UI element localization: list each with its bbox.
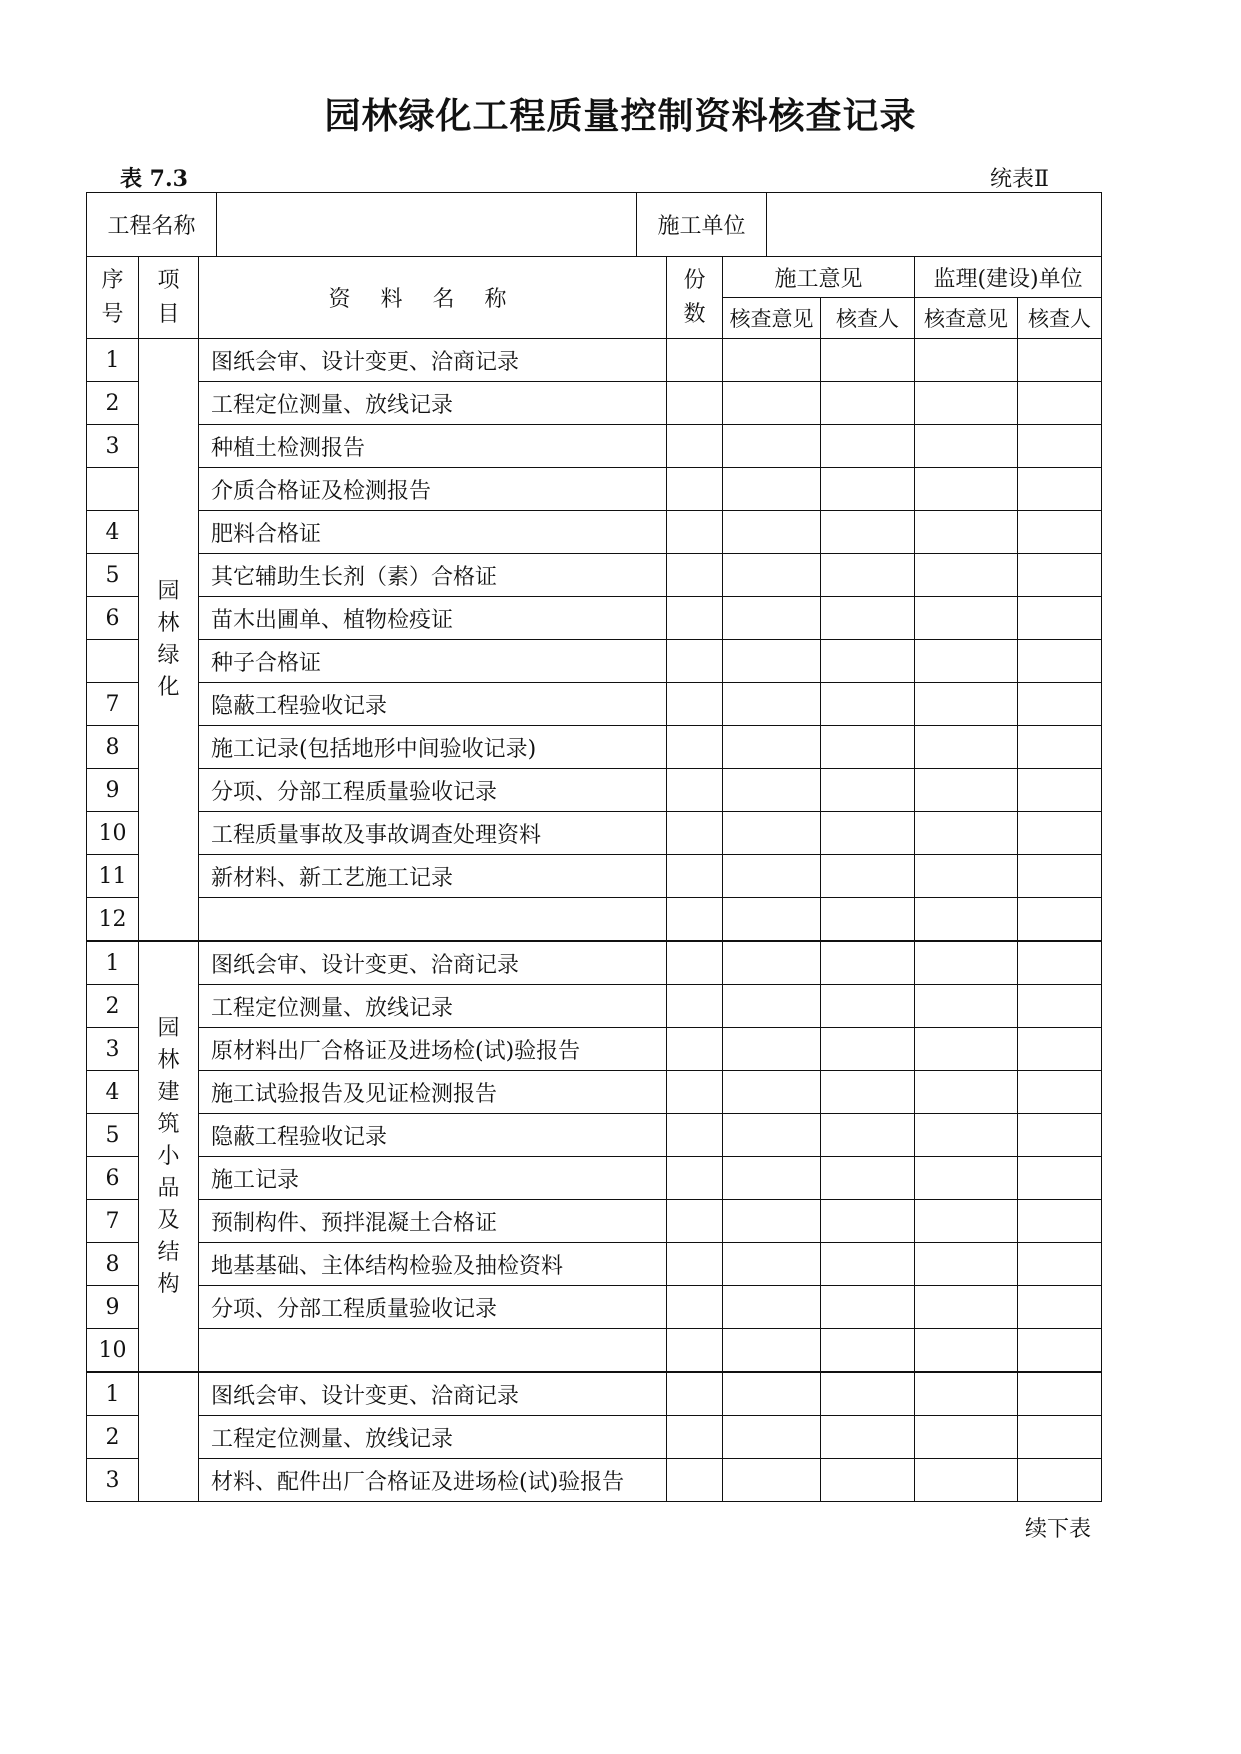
table-row: [87, 1243, 1102, 1286]
row-number: 11: [87, 855, 139, 898]
supervision-checker-cell[interactable]: [1018, 382, 1102, 425]
document-name: 图纸会审、设计变更、洽商记录: [199, 941, 667, 985]
copies-cell[interactable]: [667, 985, 723, 1028]
construction-opinion-cell[interactable]: [723, 769, 821, 812]
row-number: 3: [87, 425, 139, 468]
construction-opinion-cell[interactable]: [723, 425, 821, 468]
item-header: 项 目: [139, 257, 199, 339]
supervision-checker-cell[interactable]: [1018, 1028, 1102, 1071]
table-row: [87, 683, 1102, 726]
row-number: 1: [87, 1372, 139, 1416]
document-name: 肥料合格证: [199, 511, 667, 554]
supervision-checker-cell[interactable]: [1018, 468, 1102, 511]
table-number: 表 7.3: [120, 166, 188, 192]
supervision-opinion-cell[interactable]: [915, 769, 1018, 812]
construction-opinion-cell[interactable]: [723, 726, 821, 769]
document-name: 隐蔽工程验收记录: [199, 683, 667, 726]
row-number: [87, 640, 139, 683]
copies-cell[interactable]: [667, 683, 723, 726]
copies-cell[interactable]: [667, 812, 723, 855]
table-row: [87, 1028, 1102, 1071]
section-category: [139, 1372, 199, 1502]
supervision-checker-cell[interactable]: [1018, 1329, 1102, 1373]
document-name: 施工记录: [199, 1157, 667, 1200]
supervision-checker-cell[interactable]: [1018, 1071, 1102, 1114]
copies-cell[interactable]: [667, 1372, 723, 1416]
table-row: [87, 898, 1102, 942]
construction-checker-cell[interactable]: [821, 985, 915, 1028]
supervision-checker-cell[interactable]: [1018, 683, 1102, 726]
construction-opinion-cell[interactable]: [723, 468, 821, 511]
construction-opinion-cell[interactable]: [723, 985, 821, 1028]
construction-opinion-cell[interactable]: [723, 1157, 821, 1200]
supervision-checker-cell[interactable]: [1018, 1416, 1102, 1459]
supervision-checker-cell[interactable]: [1018, 554, 1102, 597]
section-category: 园 林 绿 化: [139, 339, 199, 942]
table-row: [87, 1329, 1102, 1373]
construction-opinion-cell[interactable]: [723, 1416, 821, 1459]
row-number: 5: [87, 554, 139, 597]
checklist-table: [86, 256, 1102, 1502]
construction-opinion-cell[interactable]: [723, 1071, 821, 1114]
supervision-opinion-cell[interactable]: [915, 1459, 1018, 1502]
construction-opinion-cell[interactable]: [723, 597, 821, 640]
supervision-opinion-cell[interactable]: [915, 554, 1018, 597]
row-number: 6: [87, 1157, 139, 1200]
row-number: 3: [87, 1028, 139, 1071]
construction-checker-cell[interactable]: [821, 511, 915, 554]
construction-checker-cell[interactable]: [821, 1372, 915, 1416]
copies-cell[interactable]: [667, 511, 723, 554]
supervision-opinion-cell[interactable]: [915, 1071, 1018, 1114]
supervision-opinion-cell[interactable]: [915, 339, 1018, 382]
construction-checker-cell[interactable]: [821, 1071, 915, 1114]
copies-cell[interactable]: [667, 855, 723, 898]
document-name: 介质合格证及检测报告: [199, 468, 667, 511]
copies-cell[interactable]: [667, 769, 723, 812]
supervision-opinion-cell[interactable]: [915, 1416, 1018, 1459]
copies-cell[interactable]: [667, 1071, 723, 1114]
copies-cell[interactable]: [667, 1157, 723, 1200]
document-name: 工程定位测量、放线记录: [199, 382, 667, 425]
table-row: [87, 1416, 1102, 1459]
supervision-opinion-cell[interactable]: [915, 1157, 1018, 1200]
supervision-checker-cell[interactable]: [1018, 726, 1102, 769]
supervision-opinion-cell[interactable]: [915, 425, 1018, 468]
construction-checker-cell[interactable]: [821, 1459, 915, 1502]
supervision-checker-cell[interactable]: [1018, 1286, 1102, 1329]
construction-opinion-cell[interactable]: [723, 1200, 821, 1243]
supervision-opinion-cell[interactable]: [915, 597, 1018, 640]
supervision-unit-header: 监理(建设)单位: [915, 257, 1102, 298]
section-category: 园 林 建 筑 小 品 及 结 构: [139, 941, 199, 1372]
row-number: 7: [87, 683, 139, 726]
table-row: [87, 1200, 1102, 1243]
construction-checker-cell[interactable]: [821, 1243, 915, 1286]
supervision-opinion-cell[interactable]: [915, 726, 1018, 769]
row-number: [87, 468, 139, 511]
construction-checker-cell[interactable]: [821, 769, 915, 812]
construction-opinion-cell[interactable]: [723, 1114, 821, 1157]
copies-cell[interactable]: [667, 1286, 723, 1329]
copies-cell[interactable]: [667, 339, 723, 382]
row-number: 9: [87, 1286, 139, 1329]
supervision-check-opinion-header: 核查意见: [915, 298, 1018, 339]
supervision-checker-cell[interactable]: [1018, 898, 1102, 942]
document-name: 种子合格证: [199, 640, 667, 683]
continuation-label: 统表Ⅱ: [990, 167, 1049, 192]
document-name: [199, 1329, 667, 1373]
row-number: 8: [87, 1243, 139, 1286]
copies-cell[interactable]: [667, 1200, 723, 1243]
row-number: 4: [87, 1071, 139, 1114]
supervision-checker-cell[interactable]: [1018, 640, 1102, 683]
copies-cell[interactable]: [667, 597, 723, 640]
supervision-opinion-cell[interactable]: [915, 1200, 1018, 1243]
doc-name-header: 资料名称: [199, 257, 667, 339]
construction-checker-cell[interactable]: [821, 554, 915, 597]
project-header-table: [86, 192, 1102, 257]
construction-opinion-cell[interactable]: [723, 898, 821, 942]
seq-header: 序 号: [87, 257, 139, 339]
copies-cell[interactable]: [667, 554, 723, 597]
copies-cell[interactable]: [667, 1416, 723, 1459]
copies-cell[interactable]: [667, 1329, 723, 1373]
copies-cell[interactable]: [667, 640, 723, 683]
construction-checker-cell[interactable]: [821, 726, 915, 769]
construction-checker-cell[interactable]: [821, 468, 915, 511]
copies-cell[interactable]: [667, 425, 723, 468]
construction-opinion-cell[interactable]: [723, 1459, 821, 1502]
construction-checker-cell[interactable]: [821, 382, 915, 425]
document-name: 分项、分部工程质量验收记录: [199, 1286, 667, 1329]
supervision-opinion-cell[interactable]: [915, 812, 1018, 855]
project-name-field[interactable]: [217, 193, 637, 257]
construction-opinion-cell[interactable]: [723, 1372, 821, 1416]
supervision-checker-cell[interactable]: [1018, 1157, 1102, 1200]
construction-checker-cell[interactable]: [821, 1416, 915, 1459]
construction-checker-cell[interactable]: [821, 640, 915, 683]
row-number: 8: [87, 726, 139, 769]
supervision-checker-cell[interactable]: [1018, 812, 1102, 855]
document-name: 材料、配件出厂合格证及进场检(试)验报告: [199, 1459, 667, 1502]
copies-cell[interactable]: [667, 898, 723, 942]
table-row: [87, 640, 1102, 683]
table-row: [87, 597, 1102, 640]
copies-cell[interactable]: [667, 1243, 723, 1286]
table-row: [87, 855, 1102, 898]
table-row: [87, 511, 1102, 554]
copies-cell[interactable]: [667, 941, 723, 985]
table-row: [87, 769, 1102, 812]
supervision-opinion-cell[interactable]: [915, 941, 1018, 985]
footer-note: 续下表: [1025, 1517, 1092, 1542]
page-title: 园林绿化工程质量控制资料核查记录: [324, 95, 917, 137]
row-number: 10: [87, 1329, 139, 1373]
supervision-opinion-cell[interactable]: [915, 898, 1018, 942]
copies-cell[interactable]: [667, 468, 723, 511]
document-name: 施工记录(包括地形中间验收记录): [199, 726, 667, 769]
construction-opinion-cell[interactable]: [723, 812, 821, 855]
construction-checker-cell[interactable]: [821, 941, 915, 985]
copies-header: 份 数: [667, 257, 723, 339]
document-name: 图纸会审、设计变更、洽商记录: [199, 1372, 667, 1416]
copies-cell[interactable]: [667, 1028, 723, 1071]
table-row: [87, 812, 1102, 855]
row-number: 2: [87, 985, 139, 1028]
supervision-opinion-cell[interactable]: [915, 1114, 1018, 1157]
supervision-opinion-cell[interactable]: [915, 855, 1018, 898]
construction-opinion-cell[interactable]: [723, 1243, 821, 1286]
row-number: 4: [87, 511, 139, 554]
project-name-label: 工程名称: [87, 193, 217, 257]
table-row: [87, 468, 1102, 511]
supervision-opinion-cell[interactable]: [915, 640, 1018, 683]
document-name: 地基基础、主体结构检验及抽检资料: [199, 1243, 667, 1286]
document-name: 工程质量事故及事故调查处理资料: [199, 812, 667, 855]
construction-opinion-cell[interactable]: [723, 511, 821, 554]
table-row: [87, 1114, 1102, 1157]
row-number: 5: [87, 1114, 139, 1157]
supervision-checker-cell[interactable]: [1018, 339, 1102, 382]
construction-checker-cell[interactable]: [821, 339, 915, 382]
construction-checker-header: 核查人: [821, 298, 915, 339]
construction-checker-cell[interactable]: [821, 683, 915, 726]
supervision-opinion-cell[interactable]: [915, 1329, 1018, 1373]
supervision-checker-cell[interactable]: [1018, 1243, 1102, 1286]
construction-opinion-cell[interactable]: [723, 1028, 821, 1071]
table-row: [87, 726, 1102, 769]
row-number: 1: [87, 941, 139, 985]
row-number: 2: [87, 382, 139, 425]
supervision-checker-header: 核查人: [1018, 298, 1102, 339]
document-name: 施工试验报告及见证检测报告: [199, 1071, 667, 1114]
row-number: 1: [87, 339, 139, 382]
supervision-opinion-cell[interactable]: [915, 511, 1018, 554]
supervision-checker-cell[interactable]: [1018, 511, 1102, 554]
document-name: 图纸会审、设计变更、洽商记录: [199, 339, 667, 382]
supervision-opinion-cell[interactable]: [915, 1028, 1018, 1071]
construction-opinion-cell[interactable]: [723, 1286, 821, 1329]
document-name: 苗木出圃单、植物检疫证: [199, 597, 667, 640]
construction-checker-cell[interactable]: [821, 1028, 915, 1071]
document-name: 工程定位测量、放线记录: [199, 985, 667, 1028]
construction-opinion-cell[interactable]: [723, 1329, 821, 1373]
construction-checker-cell[interactable]: [821, 1157, 915, 1200]
supervision-opinion-cell[interactable]: [915, 468, 1018, 511]
table-row: [87, 985, 1102, 1028]
construction-opinion-cell[interactable]: [723, 554, 821, 597]
supervision-opinion-cell[interactable]: [915, 1372, 1018, 1416]
row-number: 3: [87, 1459, 139, 1502]
supervision-checker-cell[interactable]: [1018, 1372, 1102, 1416]
supervision-opinion-cell[interactable]: [915, 985, 1018, 1028]
table-row: [87, 1459, 1102, 1502]
document-name: 预制构件、预拌混凝土合格证: [199, 1200, 667, 1243]
construction-checker-cell[interactable]: [821, 597, 915, 640]
copies-cell[interactable]: [667, 726, 723, 769]
construction-opinion-cell[interactable]: [723, 941, 821, 985]
contractor-label: 施工单位: [637, 193, 767, 257]
construction-check-opinion-header: 核查意见: [723, 298, 821, 339]
construction-opinion-header: 施工意见: [723, 257, 915, 298]
supervision-opinion-cell[interactable]: [915, 1243, 1018, 1286]
table-row: [87, 1157, 1102, 1200]
table-row: [87, 941, 1102, 985]
table-row: [87, 425, 1102, 468]
table-row: [87, 1286, 1102, 1329]
contractor-field[interactable]: [767, 193, 1102, 257]
document-name: 工程定位测量、放线记录: [199, 1416, 667, 1459]
supervision-opinion-cell[interactable]: [915, 683, 1018, 726]
construction-opinion-cell[interactable]: [723, 382, 821, 425]
construction-checker-cell[interactable]: [821, 425, 915, 468]
row-number: 10: [87, 812, 139, 855]
construction-opinion-cell[interactable]: [723, 339, 821, 382]
document-name: [199, 898, 667, 942]
supervision-opinion-cell[interactable]: [915, 1286, 1018, 1329]
table-row: [87, 1372, 1102, 1416]
document-name: 新材料、新工艺施工记录: [199, 855, 667, 898]
construction-checker-cell[interactable]: [821, 1114, 915, 1157]
construction-checker-cell[interactable]: [821, 898, 915, 942]
supervision-checker-cell[interactable]: [1018, 855, 1102, 898]
document-name: 其它辅助生长剂（素）合格证: [199, 554, 667, 597]
supervision-checker-cell[interactable]: [1018, 769, 1102, 812]
construction-checker-cell[interactable]: [821, 812, 915, 855]
row-number: 7: [87, 1200, 139, 1243]
table-row: [87, 339, 1102, 382]
construction-checker-cell[interactable]: [821, 1329, 915, 1373]
supervision-checker-cell[interactable]: [1018, 1114, 1102, 1157]
construction-opinion-cell[interactable]: [723, 855, 821, 898]
table-row: [87, 554, 1102, 597]
supervision-checker-cell[interactable]: [1018, 597, 1102, 640]
table-row: [87, 1071, 1102, 1114]
construction-checker-cell[interactable]: [821, 1286, 915, 1329]
supervision-checker-cell[interactable]: [1018, 425, 1102, 468]
document-name: 分项、分部工程质量验收记录: [199, 769, 667, 812]
row-number: 2: [87, 1416, 139, 1459]
supervision-checker-cell[interactable]: [1018, 941, 1102, 985]
supervision-checker-cell[interactable]: [1018, 985, 1102, 1028]
construction-checker-cell[interactable]: [821, 855, 915, 898]
construction-opinion-cell[interactable]: [723, 640, 821, 683]
construction-checker-cell[interactable]: [821, 1200, 915, 1243]
construction-opinion-cell[interactable]: [723, 683, 821, 726]
copies-cell[interactable]: [667, 382, 723, 425]
supervision-opinion-cell[interactable]: [915, 382, 1018, 425]
table-row: [87, 382, 1102, 425]
supervision-checker-cell[interactable]: [1018, 1200, 1102, 1243]
supervision-checker-cell[interactable]: [1018, 1459, 1102, 1502]
copies-cell[interactable]: [667, 1114, 723, 1157]
document-name: 隐蔽工程验收记录: [199, 1114, 667, 1157]
document-name: 种植土检测报告: [199, 425, 667, 468]
row-number: 12: [87, 898, 139, 942]
row-number: 6: [87, 597, 139, 640]
document-name: 原材料出厂合格证及进场检(试)验报告: [199, 1028, 667, 1071]
copies-cell[interactable]: [667, 1459, 723, 1502]
row-number: 9: [87, 769, 139, 812]
